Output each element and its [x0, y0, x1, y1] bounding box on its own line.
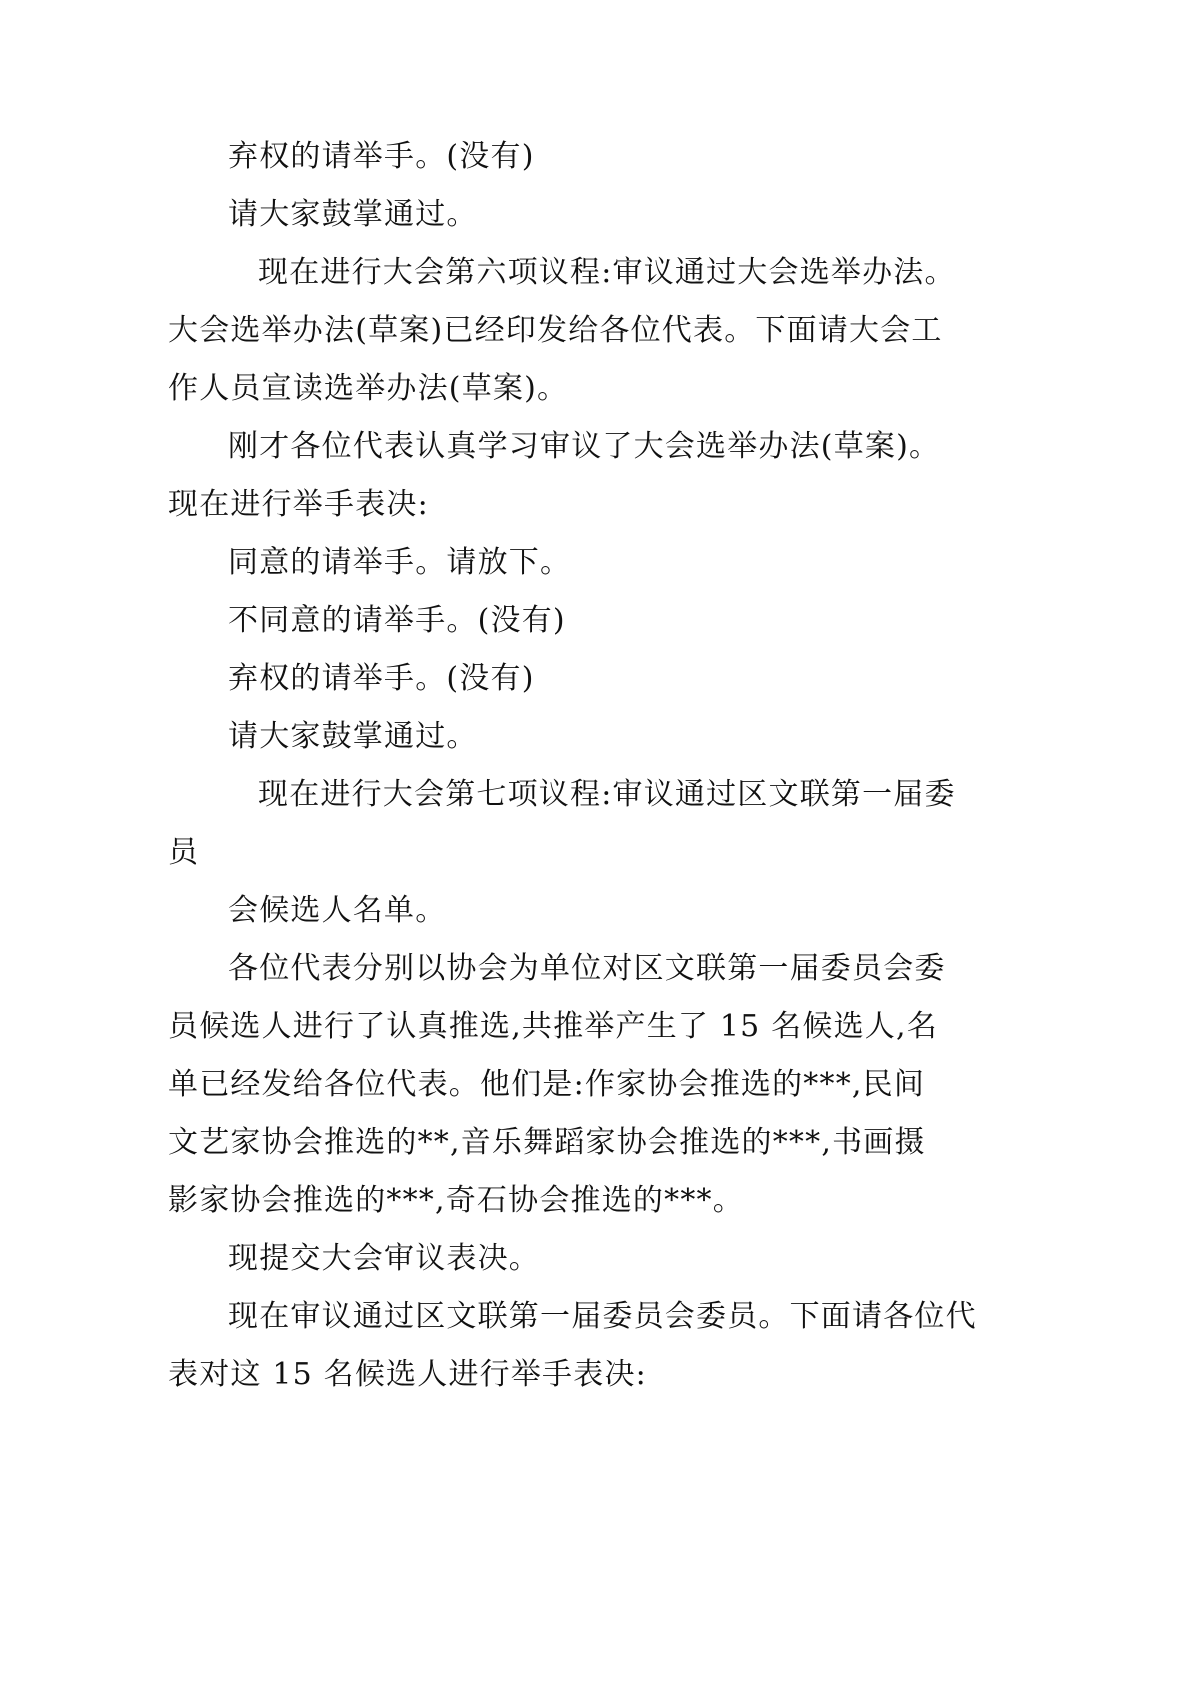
- text-line: 现在进行大会第六项议程:审议通过大会选举办法。: [258, 255, 956, 290]
- text-line: 员: [168, 835, 200, 870]
- text-line: 现在进行大会第七项议程:审议通过区文联第一届委: [258, 777, 956, 812]
- text-line: 大会选举办法(草案)已经印发给各位代表。下面请大会工: [168, 313, 943, 348]
- text-line: 刚才各位代表认真学习审议了大会选举办法(草案)。: [228, 429, 941, 464]
- text-line: 请大家鼓掌通过。: [228, 719, 478, 754]
- text-line: 员候选人进行了认真推选,共推举产生了 15 名候选人,名: [168, 1009, 938, 1044]
- text-line: 各位代表分别以协会为单位对区文联第一届委员会委: [228, 951, 946, 986]
- text-line: 会候选人名单。: [228, 893, 447, 928]
- text-line: 文艺家协会推选的**,音乐舞蹈家协会推选的***,书画摄: [168, 1125, 926, 1160]
- text-line: 同意的请举手。请放下。: [228, 545, 572, 580]
- text-line: 弃权的请举手。(没有): [228, 661, 535, 696]
- text-line: 不同意的请举手。(没有): [228, 603, 566, 638]
- text-line: 现提交大会审议表决。: [228, 1241, 540, 1276]
- text-line: 单已经发给各位代表。他们是:作家协会推选的***,民间: [168, 1067, 926, 1102]
- text-line: 表对这 15 名候选人进行举手表决:: [168, 1357, 647, 1392]
- text-line: 作人员宣读选举办法(草案)。: [168, 371, 569, 406]
- text-line: 现在审议通过区文联第一届委员会委员。下面请各位代: [228, 1299, 977, 1334]
- text-line: 弃权的请举手。(没有): [228, 139, 535, 174]
- text-line: 影家协会推选的***,奇石协会推选的***。: [168, 1183, 744, 1218]
- text-line: 请大家鼓掌通过。: [228, 197, 478, 232]
- text-line: 现在进行举手表决:: [168, 487, 429, 522]
